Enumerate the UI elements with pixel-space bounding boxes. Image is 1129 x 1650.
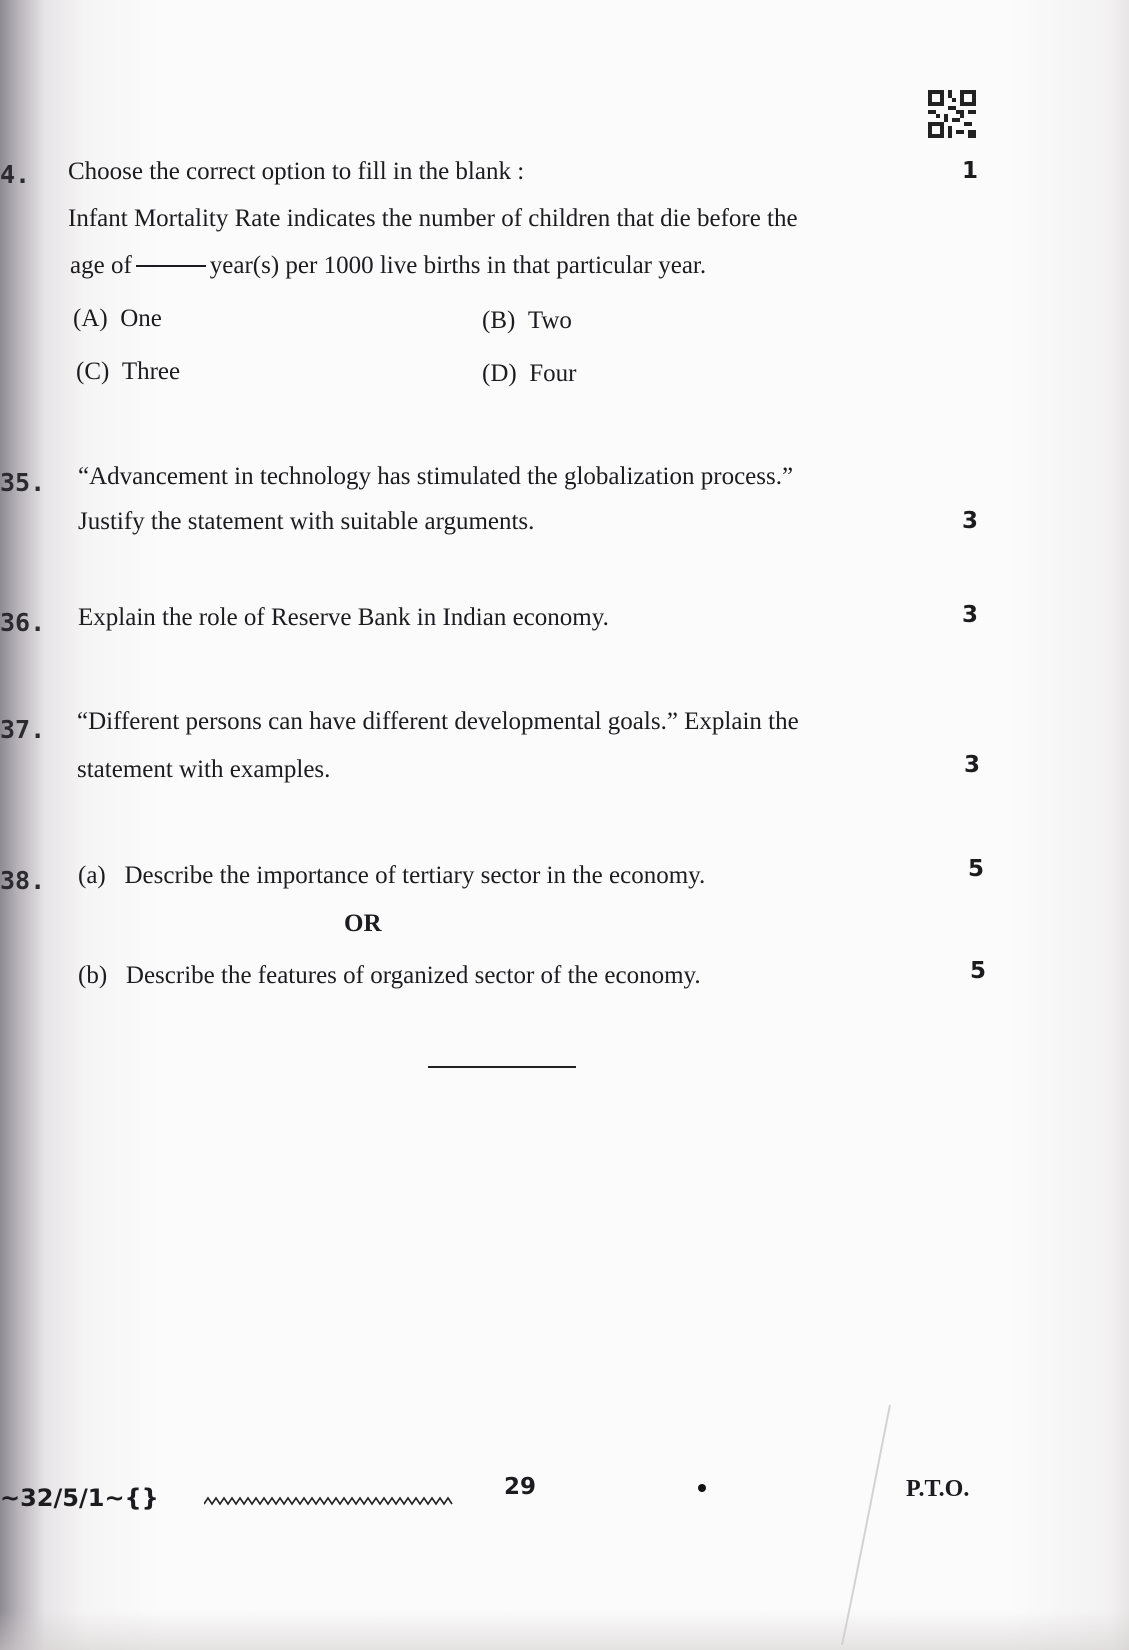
option-label: (C): [76, 358, 110, 385]
end-of-paper-rule: [428, 1066, 576, 1068]
paper-code: ~32/5/1~: [0, 1484, 125, 1512]
wavy-line-icon: [204, 1490, 454, 1512]
question-marks: 5: [968, 856, 985, 882]
braces: {}: [124, 1484, 159, 1512]
question-text: statement with examples.: [77, 756, 331, 783]
question-number: 37.: [0, 715, 46, 744]
option-b: [482, 307, 572, 335]
pto-label: P.T.O.: [906, 1476, 970, 1502]
question-part-a: [78, 862, 705, 890]
ink-dot: [698, 1484, 706, 1492]
option-label: (D): [482, 360, 517, 387]
question-marks: 3: [962, 508, 979, 534]
age-prefix: age of: [70, 252, 132, 279]
page-number: 29: [504, 1474, 537, 1500]
option-text: Two: [527, 307, 572, 334]
question-text: “Different persons can have different developmental goals.” Explain the: [77, 708, 799, 735]
page-shadow: [0, 1610, 1129, 1650]
fill-in-blank: [136, 265, 206, 267]
question-text-line: [70, 252, 706, 280]
question-text: Explain the role of Reserve Bank in Indian economy.: [78, 604, 609, 631]
option-d: [482, 360, 576, 388]
option-text: Four: [529, 360, 577, 387]
question-text: year(s) per 1000 live births in that particular year.: [209, 252, 707, 279]
part-text: Describe the importance of tertiary sector in the economy.: [124, 862, 706, 889]
option-label: (A): [73, 305, 108, 332]
question-number: 36.: [0, 608, 46, 637]
question-marks: 1: [962, 158, 979, 184]
question-text: “Advancement in technology has stimulated the globalization process.”: [78, 463, 794, 490]
option-c: [76, 358, 180, 386]
question-marks: 5: [970, 958, 987, 984]
question-text: Justify the statement with suitable arguments.: [78, 508, 535, 535]
question-text: Choose the correct option to fill in the blank :: [68, 158, 525, 185]
question-marks: 3: [964, 752, 981, 778]
option-text: One: [120, 305, 162, 332]
option-label: (B): [482, 307, 516, 334]
question-number: 38.: [0, 866, 46, 895]
question-text: Infant Mortality Rate indicates the number of children that die before the: [68, 205, 798, 232]
part-text: Describe the features of organized sector of the economy.: [125, 962, 701, 989]
or-separator: OR: [344, 910, 382, 937]
question-number: 35.: [0, 468, 46, 497]
footer-code: [0, 1484, 159, 1512]
option-text: Three: [121, 358, 181, 385]
question-marks: 3: [962, 602, 979, 628]
question-number: 4.: [0, 160, 31, 189]
part-label: (b): [78, 962, 108, 989]
question-part-b: [78, 962, 701, 990]
qr-code-icon: [928, 90, 976, 138]
option-a: [73, 305, 162, 333]
part-label: (a): [78, 862, 106, 889]
